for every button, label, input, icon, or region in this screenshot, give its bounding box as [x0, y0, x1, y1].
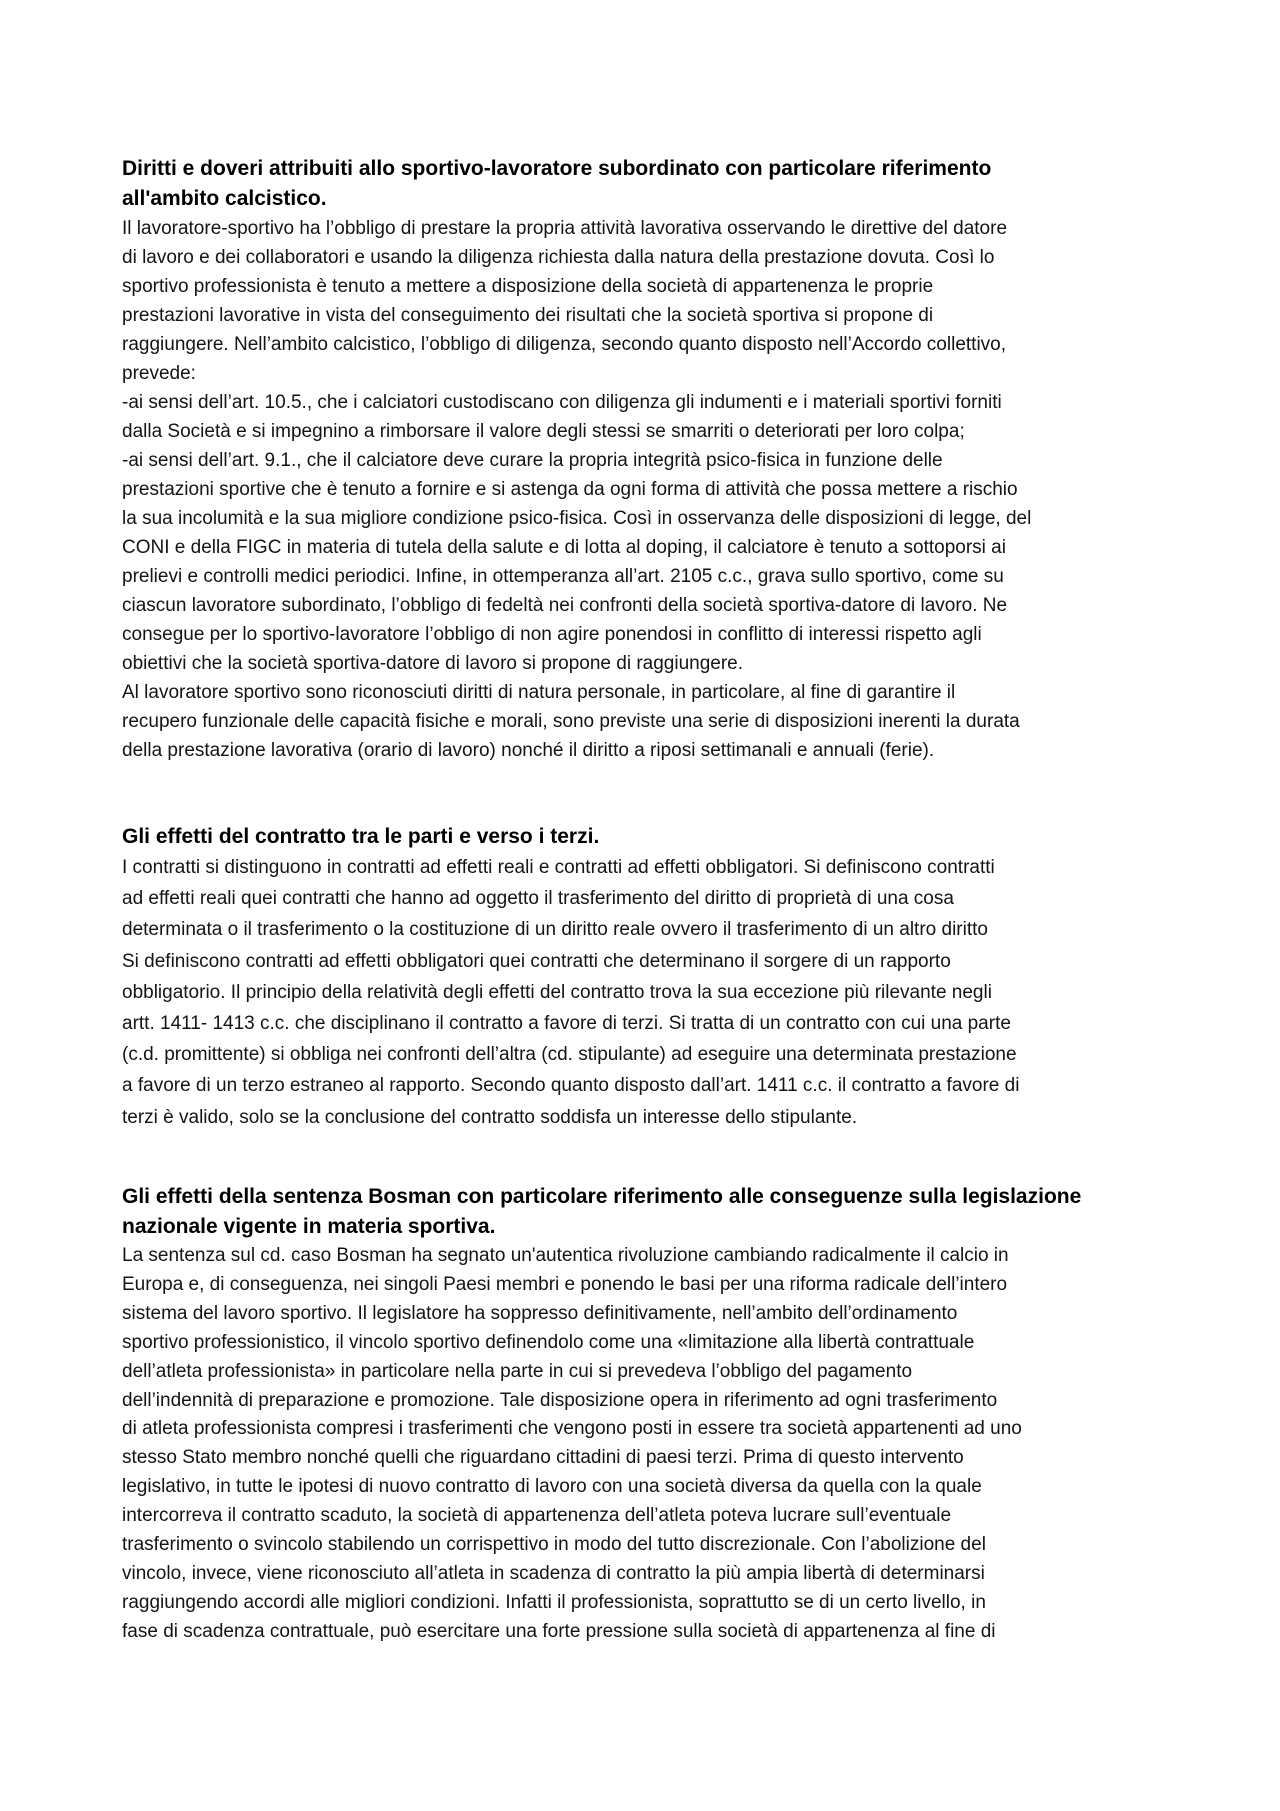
body-line: ad effetti reali quei contratti che hanno ad oggetto il trasferimento del diritto di proprietà di una cosa	[122, 888, 954, 910]
body-line: prelievi e controlli medici periodici. Infine, in ottemperanza all’art. 2105 c.c., grava sullo sportivo, come su	[122, 566, 1004, 587]
section-body	[122, 1242, 1172, 1647]
body-line: I contratti si distinguono in contratti ad effetti reali e contratti ad effetti obbligatori. Si definiscono contratti	[122, 857, 995, 878]
body-line: obbligatorio. Il principio della relatività degli effetti del contratto trova la sua eccezione più rilevante negli	[122, 981, 992, 1003]
body-line: artt. 1411- 1413 c.c. che disciplinano il contratto a favore di terzi. Si tratta di un contratto con cui una parte	[122, 1013, 1011, 1035]
body-line: (c.d. promittente) si obbliga nei confronti dell’altra (cd. stipulante) ad eseguire una determinata prestazione	[122, 1044, 1017, 1066]
body-line: -ai sensi dell’art. 10.5., che i calciatori custodiscano con diligenza gli indumenti e i materiali sportivi forniti	[122, 392, 1002, 413]
section-sentenza-bosman	[122, 1182, 1172, 1647]
body-line: legislativo, in tutte le ipotesi di nuovo contratto di lavoro con una società diversa da quella con la quale	[122, 1476, 982, 1498]
body-line: raggiungere. Nell’ambito calcistico, l’obbligo di diligenza, secondo quanto disposto nell’Accordo collettivo,	[122, 334, 1007, 355]
body-line: Europa e, di conseguenza, nei singoli Paesi membri e ponendo le basi per una riforma radicale dell’intero	[122, 1273, 1008, 1295]
body-line: trasferimento o svincolo stabilendo un corrispettivo in modo del tutto discrezionale. Con l’abolizione del	[122, 1534, 986, 1556]
body-line: sportivo professionistico, il vincolo sportivo definendolo come una «limitazione alla libertà contrattuale	[122, 1331, 975, 1353]
body-line: obiettivi che la società sportiva-datore di lavoro si propone di raggiungere.	[122, 653, 744, 674]
body-line: fase di scadenza contrattuale, può esercitare una forte pressione sulla società di appartenenza al fine di	[122, 1620, 996, 1642]
body-line: della prestazione lavorativa (orario di lavoro) nonché il diritto a riposi settimanali e annuali (ferie).	[122, 740, 935, 761]
body-line: sportivo professionista è tenuto a mettere a disposizione della società di appartenenza le proprie	[122, 276, 934, 297]
body-line: Il lavoratore-sportivo ha l’obbligo di prestare la propria attività lavorativa osservando le direttive del datore	[122, 218, 1008, 239]
body-line: a favore di un terzo estraneo al rapporto. Secondo quanto disposto dall’art. 1411 c.c. il contratto a favore di	[122, 1075, 1020, 1097]
section-body	[122, 214, 1172, 765]
body-line: stesso Stato membro nonché quelli che riguardano cittadini di paesi terzi. Prima di questo intervento	[122, 1447, 964, 1469]
body-line: La sentenza sul cd. caso Bosman ha segnato un'autentica rivoluzione cambiando radicalmente il calcio in	[122, 1245, 1009, 1266]
body-line: prestazioni sportive che è tenuto a fornire e si astenga da ogni forma di attività che possa mettere a rischio	[122, 479, 1018, 500]
body-line: recupero funzionale delle capacità fisiche e morali, sono previste una serie di disposizioni inerenti la durata	[122, 711, 1020, 732]
section-heading	[122, 1182, 1172, 1242]
body-line: -ai sensi dell’art. 9.1., che il calciatore deve curare la propria integrità psico-fisica in funzione delle	[122, 450, 943, 471]
heading-line: Gli effetti della sentenza Bosman con particolare riferimento alle conseguenze sulla legislazione	[122, 1185, 1082, 1208]
body-line: Si definiscono contratti ad effetti obbligatori quei contratti che determinano il sorgere di un rapporto	[122, 950, 951, 972]
section-body	[122, 852, 1172, 1133]
body-line: dell’indennità di preparazione e promozione. Tale disposizione opera in riferimento ad ogni trasferimento	[122, 1389, 998, 1411]
body-line: dell’atleta professionista» in particolare nella parte in cui si prevedeva l’obbligo del pagamento	[122, 1360, 913, 1382]
body-line: vincolo, invece, viene riconosciuto all’atleta in scadenza di contratto la più ampia libertà di determinarsi	[122, 1562, 985, 1584]
body-line: prevede:	[122, 363, 196, 384]
body-line: intercorreva il contratto scaduto, la società di appartenenza dell’atleta poteva lucrare sull’eventuale	[122, 1505, 952, 1527]
body-line: raggiungendo accordi alle migliori condizioni. Infatti il professionista, soprattutto se di un certo livello, in	[122, 1591, 986, 1613]
heading-line: Diritti e doveri attribuiti allo sportivo-lavoratore subordinato con particolare riferimento	[122, 157, 992, 180]
body-line: CONI e della FIGC in materia di tutela della salute e di lotta al doping, il calciatore è tenuto a sottoporsi ai	[122, 537, 1006, 558]
body-line: determinata o il trasferimento o la costituzione di un diritto reale ovvero il trasferimento di un altro diritto	[122, 919, 988, 941]
heading-line: Gli effetti del contratto tra le parti e verso i terzi.	[122, 825, 600, 848]
body-line: prestazioni lavorative in vista del conseguimento dei risultati che la società sportiva si propone di	[122, 305, 934, 326]
body-line: Al lavoratore sportivo sono riconosciuti diritti di natura personale, in particolare, al fine di garantire il	[122, 682, 956, 703]
section-sportivo-lavoratore	[122, 154, 1172, 765]
section-effetti-contratto	[122, 822, 1172, 1133]
body-line: terzi è valido, solo se la conclusione del contratto soddisfa un interesse dello stipulante.	[122, 1106, 858, 1128]
heading-line: nazionale vigente in materia sportiva.	[122, 1215, 496, 1238]
body-line: sistema del lavoro sportivo. Il legislatore ha soppresso definitivamente, nell’ambito dell’ordinamento	[122, 1302, 958, 1324]
body-line: di atleta professionista compresi i trasferimenti che vengono posti in essere tra società appartenenti ad uno	[122, 1418, 1022, 1440]
section-heading	[122, 822, 1172, 852]
section-heading	[122, 154, 1172, 214]
body-line: ciascun lavoratore subordinato, l’obbligo di fedeltà nei confronti della società sportiva-datore di lavoro. Ne	[122, 595, 1008, 616]
heading-line: all'ambito calcistico.	[122, 187, 327, 210]
body-line: la sua incolumità e la sua migliore condizione psico-fisica. Così in osservanza delle disposizioni di legge, del	[122, 508, 1032, 529]
body-line: di lavoro e dei collaboratori e usando la diligenza richiesta dalla natura della prestazione dovuta. Così lo	[122, 247, 995, 268]
body-line: dalla Società e si impegnino a rimborsare il valore degli stessi se smarriti o deteriorati per loro colpa;	[122, 421, 965, 442]
body-line: consegue per lo sportivo-lavoratore l’obbligo di non agire ponendosi in conflitto di interessi rispetto agli	[122, 624, 982, 645]
